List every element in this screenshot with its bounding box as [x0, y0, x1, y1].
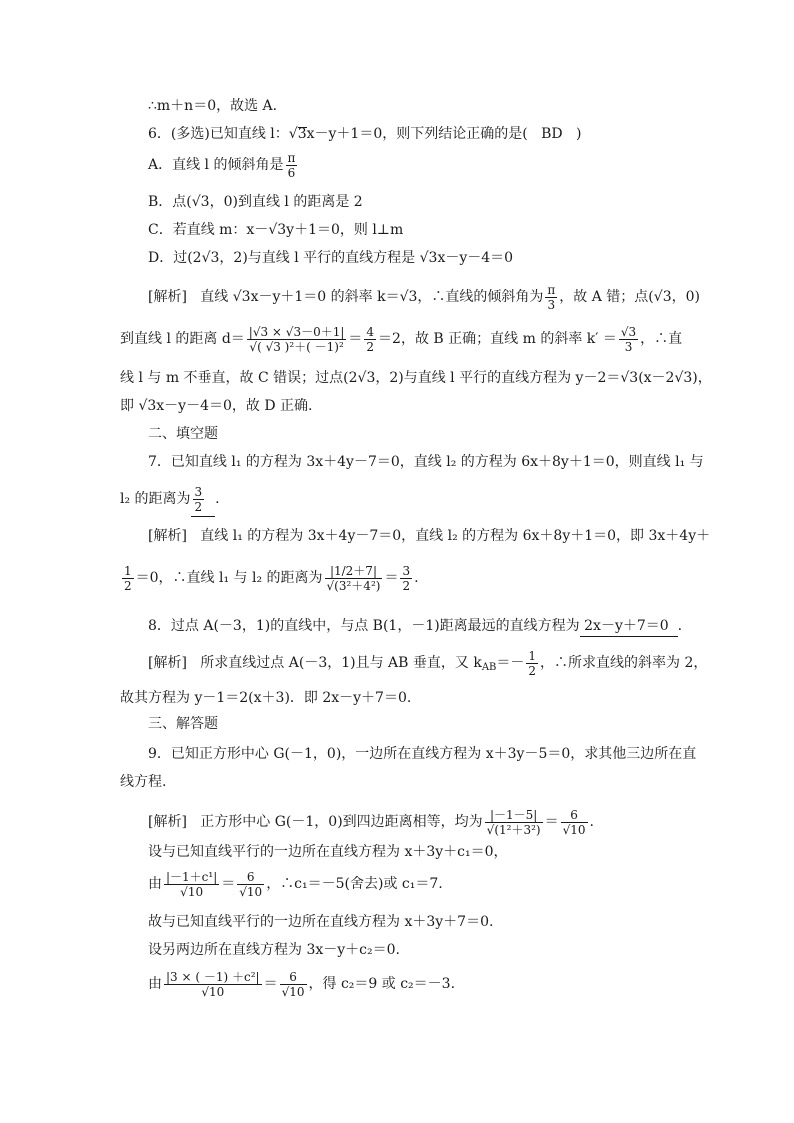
answer-blank	[580, 616, 678, 637]
q7-stem2-a: l₂ 的距离为	[120, 491, 191, 507]
q6-option-c: C．若直线 m：x－√3y＋1＝0，则 l⊥m	[148, 222, 404, 238]
denominator: √( √3 )²＋( －1)²	[249, 339, 344, 354]
text-line: ∴m＋n＝0，故选 A.	[148, 98, 278, 114]
fraction	[526, 649, 538, 678]
denominator: √10	[180, 884, 204, 899]
q7-analysis-line-2	[120, 556, 419, 600]
fraction	[561, 808, 588, 837]
q8-stem-b: .	[677, 618, 683, 634]
denominator: 2	[194, 499, 203, 514]
fraction	[247, 325, 347, 354]
numerator: |3 × ( －1) ＋c²|	[166, 969, 260, 984]
q6-analysis-line-1	[148, 282, 700, 312]
fraction	[619, 325, 638, 354]
fraction	[286, 151, 298, 180]
q6-ana1-a: 直线 √3x－y＋1＝0 的斜率 k＝√3，∴直线的倾斜角为	[200, 289, 544, 305]
q8-ana1-b: ＝－	[496, 655, 525, 671]
denominator: 6	[287, 165, 296, 180]
q7-ana2-b: ＝	[384, 570, 399, 586]
q9-line-4: 故与已知直线平行的一边所在直线方程为 x＋3y＋7＝0.	[148, 914, 494, 930]
fraction	[364, 325, 376, 354]
fraction	[280, 970, 307, 999]
denominator: √(1²＋3²)	[486, 822, 541, 837]
denominator: 2	[402, 578, 411, 593]
numerator: √3	[620, 324, 637, 339]
q9-line-6	[148, 964, 455, 1004]
analysis-label: [解析]	[148, 289, 187, 305]
q7-analysis-line-1	[148, 526, 710, 546]
analysis-label: [解析]	[148, 814, 187, 830]
q6-option-a	[148, 150, 299, 180]
denominator: 2	[124, 578, 132, 593]
q8-ana1-c: ，∴所求直线的斜率为 2，	[540, 655, 708, 671]
q8-stem-a: 8．过点 A(－3，1)的直线中，与点 B(1，－1)距离最远的直线方程为	[148, 618, 580, 634]
answer-blank	[191, 482, 216, 517]
q9-l3-a: 由	[148, 876, 162, 892]
subscript: AB	[481, 662, 497, 673]
numerator: π	[547, 282, 556, 297]
q9-l6-c: ，得 c₂＝9 或 c₂＝－3.	[308, 976, 456, 992]
fraction	[122, 564, 134, 593]
fraction	[164, 870, 219, 899]
q6-ana2-b: ＝	[348, 331, 363, 347]
q8-answer: 2x－y＋7＝0	[584, 618, 669, 634]
denominator: 2	[528, 663, 537, 678]
question-6-stem	[148, 124, 581, 144]
q8-analysis-line-1	[148, 646, 707, 685]
fraction	[193, 485, 205, 514]
numerator: |1/2＋7|	[325, 564, 383, 579]
numerator: 6	[237, 870, 264, 885]
q6-ana2-a: 到直线 l 的距离 d＝	[120, 331, 245, 347]
numerator: 3	[194, 484, 203, 499]
fraction	[400, 564, 412, 593]
q9-line-5: 设另两边所在直线方程为 3x－y＋c₂＝0.	[148, 942, 400, 958]
q9-l6-b: ＝	[263, 976, 278, 992]
q9-ana1-c: .	[589, 814, 594, 830]
sqrt3: √ 3	[289, 126, 307, 142]
numerator: π	[287, 150, 296, 165]
fraction	[545, 283, 557, 312]
q8-ana1-a: 所求直线过点 A(－3，1)且与 AB 垂直，又 k	[200, 655, 482, 671]
q6-ana2-d: ，∴直	[640, 331, 683, 347]
q9-l6-a: 由	[148, 976, 162, 992]
q6-ana1-b: ，故 A 错；点(√3，0)	[559, 289, 700, 305]
q9-line-2: 设与已知直线平行的一边所在直线方程为 x＋3y＋c₁＝0，	[148, 844, 508, 860]
q6-stem-b: x－y＋1＝0，则下列结论正确的是(	[306, 126, 528, 142]
q7-ana2-a: ＝0，∴直线 l₁ 与 l₂ 的距离为	[135, 570, 323, 586]
fraction	[237, 870, 264, 899]
fraction	[325, 564, 383, 593]
denominator: √10	[562, 822, 586, 837]
q8-analysis-line-2: 故其方程为 y－1＝2(x＋3)．即 2x－y＋7＝0.	[120, 690, 412, 706]
denominator: √(3²＋4²)	[326, 578, 381, 593]
denominator: √10	[239, 884, 263, 899]
question-8-stem	[148, 616, 682, 637]
question-7-stem-2	[120, 482, 220, 517]
q6-option-b: B．点(√3，0)到直线 l 的距离是 2	[148, 194, 363, 210]
section-heading: 二、填空题	[148, 426, 218, 442]
q6-opt-a-text: A．直线 l 的倾斜角是	[148, 157, 284, 173]
denominator: √10	[201, 984, 225, 999]
numerator: 3	[402, 563, 411, 578]
denominator: 2	[366, 339, 375, 354]
q6-analysis-line-2	[120, 322, 682, 356]
q9-ana1-b: ＝	[544, 814, 559, 830]
denominator: 3	[624, 339, 633, 354]
numerator: 6	[561, 808, 588, 823]
q6-option-d: D．过(2√3，2)与直线 l 平行的直线方程是 √3x－y－4＝0	[148, 250, 514, 266]
q6-analysis-line-3: 线 l 与 m 不垂直，故 C 错误；过点(2√3，2)与直线 l 平行的直线方程为 y－2＝√3(x－2√3)，	[120, 370, 712, 386]
q7-stem2-b: .	[215, 491, 220, 507]
numerator: 4	[366, 324, 375, 339]
q7-ana2-c: .	[414, 570, 419, 586]
numerator: 1	[528, 648, 537, 663]
q9-l3-c: ，∴c₁＝－5(舍去)或 c₁＝7.	[266, 876, 443, 892]
q7-ana1: 直线 l₁ 的方程为 3x＋4y－7＝0，直线 l₂ 的方程为 6x＋8y＋1＝0，即 3x＋4y＋	[200, 528, 711, 544]
fraction	[164, 970, 262, 999]
q6-stem-c: )	[575, 126, 582, 142]
denominator: √10	[281, 984, 305, 999]
numerator: |－1＋c¹|	[166, 869, 218, 884]
q6-analysis-line-4: 即 √3x－y－4＝0，故 D 正确.	[120, 398, 313, 414]
question-9-stem-1: 9．已知正方形中心 G(－1，0)，一边所在直线方程为 x＋3y－5＝0，求其他三边所在直	[148, 746, 697, 762]
numerator: 1	[124, 563, 132, 578]
q9-line-3	[148, 864, 443, 904]
q9-ana1-a: 正方形中心 G(－1，0)到四边距离相等，均为	[200, 814, 483, 830]
section-heading: 三、解答题	[148, 716, 218, 732]
q6-ana2-c: ＝2，故 B 正确；直线 m 的斜率 k′ ＝	[378, 331, 617, 347]
analysis-label: [解析]	[148, 528, 187, 544]
q9-analysis-line-1	[148, 802, 594, 842]
question-7-stem-1: 7．已知直线 l₁ 的方程为 3x＋4y－7＝0，直线 l₂ 的方程为 6x＋8y＋1＝0，则直线 l₁ 与	[148, 454, 704, 470]
numerator: |√3 × √3－0＋1|	[248, 324, 345, 339]
analysis-label: [解析]	[148, 655, 187, 671]
q6-stem-a: 6．(多选)已知直线 l：	[148, 126, 289, 142]
denominator: 3	[547, 297, 556, 312]
question-9-stem-2: 线方程.	[120, 774, 167, 790]
numerator: |－1－5|	[485, 808, 543, 823]
numerator: 6	[280, 970, 307, 985]
fraction	[485, 808, 543, 837]
q6-answer: BD	[541, 126, 563, 142]
q9-l3-b: ＝	[221, 876, 236, 892]
